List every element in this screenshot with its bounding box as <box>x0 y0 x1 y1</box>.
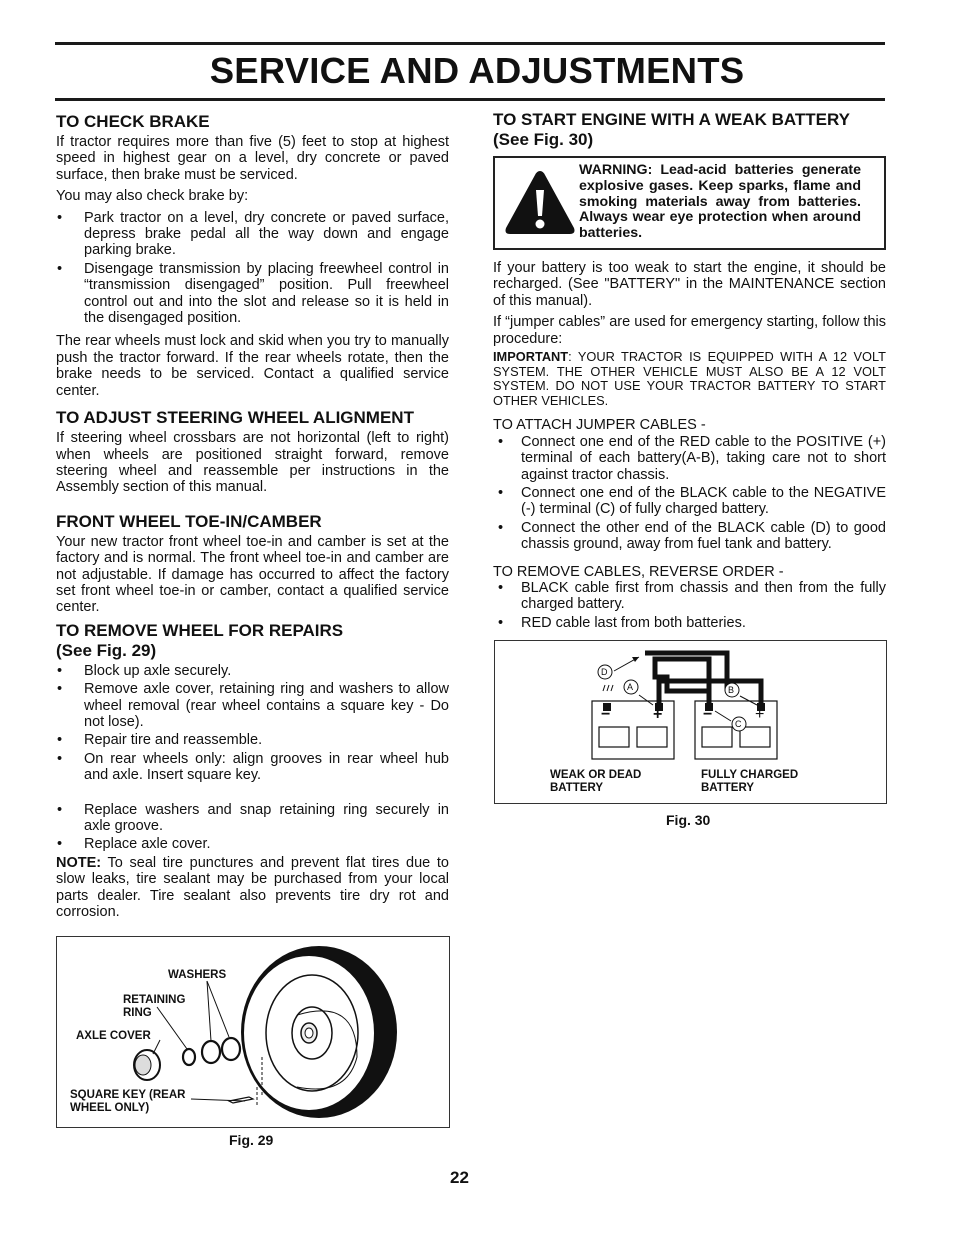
remove-wheel-heading: TO REMOVE WHEEL FOR REPAIRS <box>56 620 344 640</box>
label-retaining-ring: RETAINING RING <box>123 994 186 1019</box>
check-brake-list <box>56 210 449 327</box>
check-brake-heading: TO CHECK BRAKE <box>56 112 210 131</box>
full-plus: + <box>755 706 765 723</box>
remove-heading: TO REMOVE CABLES, REVERSE ORDER - <box>493 563 784 580</box>
label-weak-battery: WEAK OR DEAD BATTERY <box>550 769 642 794</box>
retaining-ring <box>183 1049 195 1065</box>
warning-label: WARNING <box>579 162 648 178</box>
weak-battery-heading: TO START ENGINE WITH A WEAK BATTERY <box>493 110 850 129</box>
remove-wheel-list-a <box>56 663 449 784</box>
figure-30 <box>494 640 887 804</box>
list-item: • Remove axle cover, retaining ring and washers to allow wheel removal (rear wheel contains a square key - Do not lose). <box>56 681 449 730</box>
label-b: B <box>728 685 735 695</box>
note-text: To seal tire punctures and prevent flat tires due to slow leaks, tire sealant may be purchased from your local parts dealer. Tire sealant also prevents tire dry rot and corrosion. <box>56 854 449 921</box>
weak-battery-p1: If your battery is too weak to start the engine, it should be recharged. (See "BATTERY" in the MAINTENANCE section of this manual). <box>493 260 886 309</box>
page-title: SERVICE AND ADJUSTMENTS <box>209 50 745 91</box>
weak-battery-p2: If “jumper cables” are used for emergency starting, follow this procedure: <box>493 314 886 347</box>
top-rule <box>55 42 885 45</box>
weak-battery-subheading: (See Fig. 30) <box>493 130 594 149</box>
check-brake-p3: The rear wheels must lock and skid when you try to manually push the tractor forward. If the rear wheels rotate, then the brake needs to be serviced. Contact a qualified service center. <box>56 333 449 399</box>
list-item: • Repair tire and reassemble. <box>56 732 449 748</box>
steering-heading: TO ADJUST STEERING WHEEL ALIGNMENT <box>56 408 414 428</box>
list-item: • BLACK cable first from chassis and then from the fully charged battery. <box>493 580 886 613</box>
warning-body: : Lead-acid batteries generate explosive gases. Keep sparks, flame and smoking materials away from batteries. Always wear eye protection when around batteries. <box>579 162 861 242</box>
right-column <box>493 110 886 633</box>
warning-text <box>579 163 861 242</box>
figure-29 <box>56 936 450 1128</box>
remove-wheel-list-b <box>56 802 449 853</box>
washer-2 <box>202 1041 220 1063</box>
weak-plus: + <box>653 706 663 723</box>
list-item: • On rear wheels only: align grooves in rear wheel hub and axle. Insert square key. <box>56 751 449 784</box>
warning-icon <box>503 168 577 238</box>
list-item: • Connect the other end of the BLACK cable (D) to good chassis ground, away from fuel tank and battery. <box>493 520 886 553</box>
check-brake-p1: If tractor requires more than five (5) feet to stop at highest speed in highest gear on a level, dry concrete or paved surface, then brake must be serviced. <box>56 134 449 183</box>
full-minus: − <box>703 706 713 723</box>
list-item: • Replace washers and snap retaining ring securely in axle groove. <box>56 802 449 835</box>
list-item: • Block up axle securely. <box>56 663 449 679</box>
important-note <box>493 350 886 408</box>
list-item: • Disengage transmission by placing freewheel control in “transmission disengaged” position. Pull freewheel control out and into the slot and release so it is held in the disengaged position. <box>56 261 449 327</box>
list-item: • Connect one end of the BLACK cable to the NEGATIVE (-) terminal (C) of fully charged battery. <box>493 485 886 518</box>
warning-box <box>493 156 886 250</box>
remove-list <box>493 580 886 631</box>
important-text: : YOUR TRACTOR IS EQUIPPED WITH A 12 VOLT SYSTEM. THE OTHER VEHICLE MUST ALSO BE A 12 VOLT SYSTEM. DO NOT USE YOUR TRACTOR BATTERY TO START OTHER VEHICLES. <box>493 349 886 408</box>
square-key <box>229 1097 253 1103</box>
label-a: A <box>627 682 634 692</box>
attach-heading: TO ATTACH JUMPER CABLES - <box>493 417 706 434</box>
label-c: C <box>735 719 742 729</box>
label-full-battery: FULLY CHARGED BATTERY <box>701 769 799 794</box>
label-square-key: SQUARE KEY (REAR WHEEL ONLY) <box>70 1089 186 1114</box>
toe-in-p1: Your new tractor front wheel toe-in and camber is set at the factory and is normal. The front wheel toe-in and camber are not adjustable. If damage has occurred to affect the factory set front wheel toe-in or camber, contact a qualified service center. <box>56 533 449 616</box>
label-washers: WASHERS <box>168 969 227 981</box>
tire-sealant-note <box>56 855 449 921</box>
attach-list <box>493 434 886 553</box>
list-item: • RED cable last from both batteries. <box>493 615 886 631</box>
check-brake-p2: You may also check brake by: <box>56 188 249 205</box>
left-column <box>56 112 449 920</box>
label-axle-cover: AXLE COVER <box>76 1030 151 1042</box>
note-label: NOTE: <box>56 854 102 871</box>
fig29-caption: Fig. 29 <box>229 1132 274 1148</box>
steering-p1: If steering wheel crossbars are not horizontal (left to right) when wheels are positioned straight forward, remove steering wheel and reassemble per instructions in the Assembly section of this manual. <box>56 430 449 496</box>
weak-minus: − <box>601 706 611 723</box>
list-item: • Replace axle cover. <box>56 836 449 852</box>
toe-in-heading: FRONT WHEEL TOE-IN/CAMBER <box>56 511 322 531</box>
washer-1 <box>222 1038 240 1060</box>
label-d: D <box>601 667 608 677</box>
fig30-caption: Fig. 30 <box>666 812 711 828</box>
page-number: 22 <box>450 1168 469 1187</box>
remove-wheel-subheading: (See Fig. 29) <box>56 640 157 660</box>
list-item: • Connect one end of the RED cable to the POSITIVE (+) terminal of each battery(A-B), taking care not to short against tractor chassis. <box>493 434 886 483</box>
list-item: • Park tractor on a level, dry concrete or paved surface, depress brake pedal all the way down and engage parking brake. <box>56 210 449 259</box>
title-underline <box>55 98 885 101</box>
important-label: IMPORTANT <box>493 349 569 365</box>
